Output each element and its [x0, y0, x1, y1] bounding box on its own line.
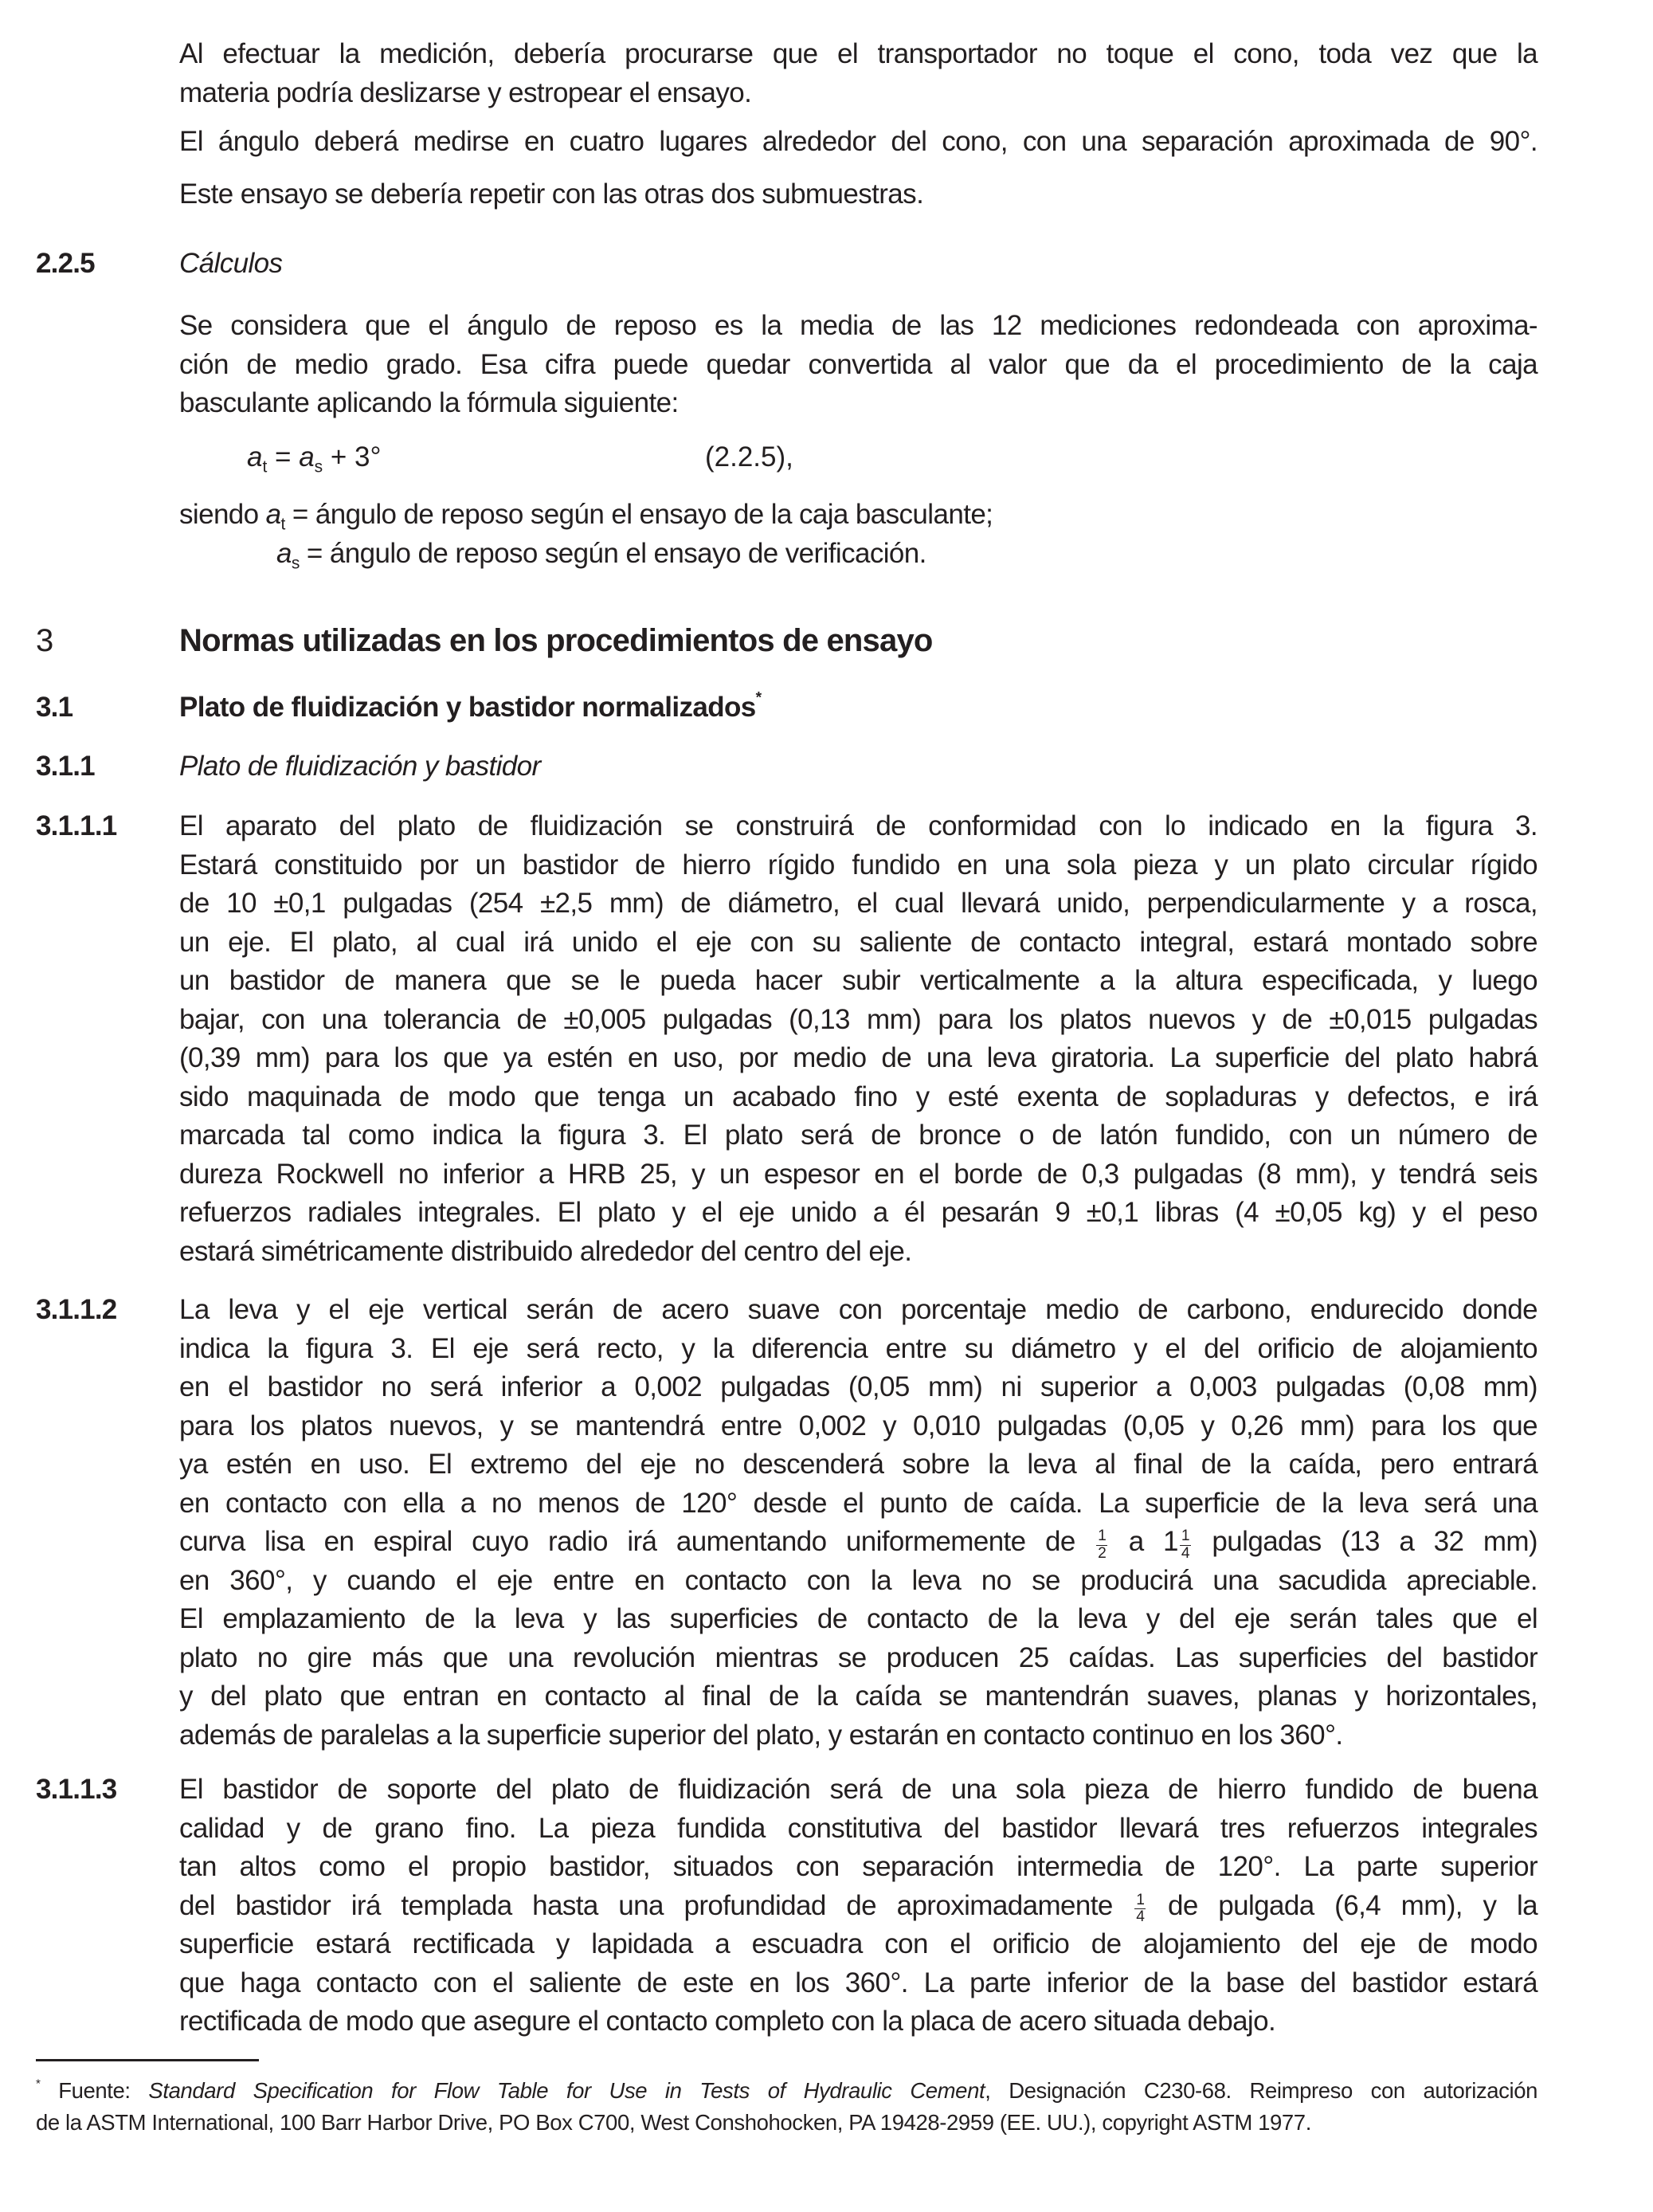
text-line: rectificada de modo que asegure el contacto completo con la placa de acero situada debajo.	[179, 2006, 1276, 2037]
footnote-line	[36, 2075, 1537, 2107]
formula-reference: (2.2.5),	[705, 441, 793, 473]
text-line: estará simétricamente distribuido alrededor del centro del eje.	[179, 1235, 912, 1267]
section-title-normas: Normas utilizadas en los procedimientos de ensayo	[179, 623, 933, 658]
footnote-marker: *	[755, 689, 762, 707]
text-line: Estará constituido por un bastidor de hierro rígido fundido en una sola pieza y un plato circular rígido	[179, 849, 1537, 880]
formula-sub: t	[280, 515, 285, 534]
fraction-numerator: 1	[1136, 1891, 1145, 1908]
fraction-denominator: 2	[1098, 1544, 1107, 1562]
formula-eq: =	[267, 441, 300, 473]
definition-line	[179, 535, 1537, 574]
formula-var: a	[247, 441, 263, 473]
section-title-plato-bastidor: Plato de fluidización y bastidor	[179, 751, 541, 782]
text-line: que haga contacto con el saliente de este en los 360°. La parte inferior de la base del bastidor estará	[179, 1967, 1537, 1998]
section-number-3-1-1-2: 3.1.1.2	[36, 1294, 117, 1325]
text-run: curva lisa en espiral cuyo radio irá aumentando uniformemente de	[179, 1526, 1095, 1557]
fraction-one-quarter	[1180, 1528, 1191, 1561]
paragraph-3-1-1-3	[179, 1771, 1537, 2041]
definition-text: = ángulo de reposo según el ensayo de verificación.	[299, 537, 926, 569]
formula-definitions	[179, 496, 1537, 573]
text-line: ción de medio grado. Esa cifra puede quedar convertida al valor que da el procedimiento de la caja	[179, 348, 1537, 380]
text-line: además de paralelas a la superficie superior del plato, y estarán en contacto continuo en los 360°.	[179, 1719, 1343, 1751]
fraction-denominator: 4	[1136, 1908, 1145, 1926]
intro-paragraph-1	[179, 35, 1537, 112]
text-line: Al efectuar la medición, debería procurarse que el transportador no toque el cono, toda vez que la	[179, 38, 1537, 69]
formula-var: a	[265, 499, 281, 530]
text-line: marcada tal como indica la figura 3. El plato será de bronce o de latón fundido, con un número de	[179, 1120, 1537, 1151]
text-line: sido maquinada de modo que tenga un acabado fino y esté exenta de sopladuras y defectos, e irá	[179, 1081, 1537, 1112]
text-line: La leva y el eje vertical serán de acero suave con porcentaje medio de carbono, endurecido donde	[179, 1294, 1537, 1325]
fraction-one-quarter	[1134, 1892, 1146, 1925]
section-number-2-2-5: 2.2.5	[36, 248, 95, 279]
footnote-divider	[36, 2059, 259, 2061]
text-line: El emplazamiento de la leva y las superficies de contacto de la leva y del eje serán tales que el	[179, 1603, 1537, 1635]
paragraph-3-1-1-1	[179, 807, 1537, 1271]
text-run: a 1	[1109, 1526, 1178, 1557]
text-line: indica la figura 3. El eje será recto, y la diferencia entre su diámetro y el del orificio de alojamiento	[179, 1332, 1537, 1364]
text-run: Fuente:	[40, 2078, 149, 2103]
text-line: bajar, con una tolerancia de ±0,005 pulgadas (0,13 mm) para los platos nuevos y de ±0,015 pulgadas	[179, 1003, 1537, 1035]
text-line: superficie estará rectificada y lapidada a escuadra con el orificio de alojamiento del eje de modo	[179, 1928, 1537, 1960]
paragraph-3-1-1-2	[179, 1291, 1537, 1755]
intro-paragraph-3	[179, 175, 1537, 214]
text-line: tan altos como el propio bastidor, situados con separación intermedia de 120°. La parte superior	[179, 1851, 1537, 1882]
text-line: El ángulo deberá medirse en cuatro lugares alrededor del cono, con una separación aproximada de 90°.	[179, 126, 1537, 157]
text-line: El aparato del plato de fluidización se construirá de conformidad con lo indicado en la figura 3.	[179, 810, 1537, 841]
text-line: Este ensayo se debería repetir con las otras dos submuestras.	[179, 178, 924, 210]
text-line: en 360°, y cuando el eje entre en contacto con la leva no se producirá una sacudida apreciable.	[179, 1564, 1537, 1596]
section-title-text: Plato de fluidización y bastidor normalizados	[179, 692, 756, 723]
footnote	[36, 2075, 1537, 2139]
text-line-with-fraction	[179, 1887, 1537, 1926]
text-line: dureza Rockwell no inferior a HRB 25, y un espesor en el borde de 0,3 pulgadas (8 mm), y tendrá seis	[179, 1158, 1537, 1190]
text-line: basculante aplicando la fórmula siguiente:	[179, 387, 679, 418]
text-line: El bastidor de soporte del plato de fluidización será de una sola pieza de hierro fundido de buena	[179, 1774, 1537, 1805]
footnote-source-title: Standard Specification for Flow Table for Use in Tests of Hydraulic Cement	[148, 2078, 985, 2103]
where-lead: siendo	[179, 499, 266, 530]
intro-paragraph-2	[179, 123, 1537, 162]
text-line: (0,39 mm) para los que ya estén en uso, por medio de una leva giratoria. La superficie del plato habrá	[179, 1042, 1537, 1073]
formula-var: a	[299, 441, 315, 473]
formula-sub: s	[314, 457, 323, 477]
formula-var: a	[276, 537, 292, 569]
text-line: calidad y de grano fino. La pieza fundida constitutiva del bastidor llevará tres refuerzos integrales	[179, 1812, 1537, 1844]
fraction-numerator: 1	[1098, 1528, 1107, 1545]
text-line: Se considera que el ángulo de reposo es la media de las 12 mediciones redondeada con aproxima-	[179, 310, 1537, 341]
formula	[247, 438, 382, 477]
text-run: del bastidor irá templada hasta una profundidad de aproximadamente	[179, 1889, 1134, 1921]
text-line: refuerzos radiales integrales. El plato y el eje unido a él pesarán 9 ±0,1 libras (4 ±0,05 kg) y el peso	[179, 1197, 1537, 1228]
section-number-3-1: 3.1	[36, 692, 73, 723]
formula-rest: + 3°	[323, 441, 382, 473]
text-line: ya estén en uso. El extremo del eje no descenderá sobre la leva al final de la caída, pero entrará	[179, 1449, 1537, 1480]
section-title-calculos: Cálculos	[179, 248, 283, 279]
text-line: plato no gire más que una revolución mientras se producen 25 caídas. Las superficies del bastidor	[179, 1641, 1537, 1673]
section-number-3-1-1-3: 3.1.1.3	[36, 1774, 117, 1805]
fraction-numerator: 1	[1181, 1528, 1189, 1545]
definition-line	[179, 496, 1537, 535]
fraction-denominator: 4	[1181, 1544, 1189, 1562]
section-title-plato-normalizados	[179, 688, 762, 727]
definition-text: = ángulo de reposo según el ensayo de la caja basculante;	[284, 499, 993, 530]
text-line: en contacto con ella a no menos de 120° desde el punto de caída. La superficie de la leva será una	[179, 1487, 1537, 1519]
text-line: en el bastidor no será inferior a 0,002 pulgadas (0,05 mm) ni superior a 0,003 pulgadas (0,08 mm)	[179, 1371, 1537, 1402]
section-number-3: 3	[36, 623, 53, 658]
footnote-marker: *	[36, 2077, 41, 2091]
text-run: , Designación C230-68. Reimpreso con autorización	[985, 2078, 1537, 2103]
text-line: un bastidor de manera que se le pueda hacer subir verticalmente a la altura especificada, y luego	[179, 965, 1537, 996]
formula-sub: s	[291, 553, 300, 572]
text-line: un eje. El plato, al cual irá unido el eje con su saliente de contacto integral, estará montado sobre	[179, 926, 1537, 958]
text-line: y del plato que entran en contacto al final de la caída se mantendrán suaves, planas y horizontales,	[179, 1681, 1537, 1712]
text-line: para los platos nuevos, y se mantendrá entre 0,002 y 0,010 pulgadas (0,05 y 0,26 mm) para los que	[179, 1410, 1537, 1441]
footnote-line: de la ASTM International, 100 Barr Harbor Drive, PO Box C700, West Conshohocken, PA 19428-2959 (EE. UU.), copyright ASTM 1977.	[36, 2110, 1311, 2135]
calculos-paragraph	[179, 307, 1537, 423]
section-number-3-1-1: 3.1.1	[36, 751, 95, 782]
fraction-one-half	[1096, 1528, 1107, 1561]
text-run: pulgadas (13 a 32 mm)	[1192, 1526, 1537, 1557]
text-run: de pulgada (6,4 mm), y la	[1147, 1889, 1537, 1921]
formula-sub: t	[262, 457, 268, 477]
section-number-3-1-1-1: 3.1.1.1	[36, 810, 117, 841]
text-line: materia podría deslizarse y estropear el ensayo.	[179, 76, 752, 108]
text-line-with-fractions	[179, 1523, 1537, 1562]
text-line: de 10 ±0,1 pulgadas (254 ±2,5 mm) de diámetro, el cual llevará unido, perpendicularmente y a rosca,	[179, 888, 1537, 919]
